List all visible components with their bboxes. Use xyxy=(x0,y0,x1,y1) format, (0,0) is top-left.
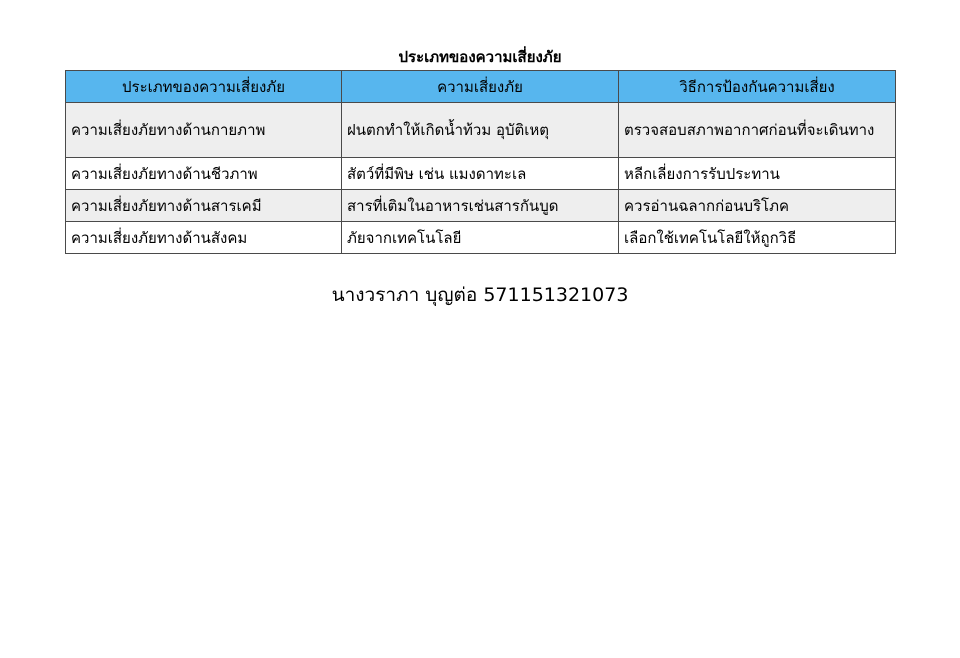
table-row xyxy=(66,222,896,254)
header-hazard-type: ประเภทของความเสี่ยงภัย xyxy=(66,71,342,103)
cell-prevention-method: เลือกใช้เทคโนโลยีให้ถูกวิธี xyxy=(619,222,896,254)
hazard-table xyxy=(65,70,896,254)
cell-hazard-type: ความเสี่ยงภัยทางด้านสังคม xyxy=(66,222,342,254)
header-hazard: ความเสี่ยงภัย xyxy=(342,71,619,103)
document-title: ประเภทของความเสี่ยงภัย xyxy=(398,48,562,66)
table-row xyxy=(66,190,896,222)
table-header-row xyxy=(66,71,896,103)
header-prevention-method: วิธีการป้องกันความเสี่ยง xyxy=(619,71,896,103)
cell-prevention-method: หลีกเลี่ยงการรับประทาน xyxy=(619,158,896,190)
cell-prevention-method: ควรอ่านฉลากก่อนบริโภค xyxy=(619,190,896,222)
cell-prevention-method: ตรวจสอบสภาพอากาศก่อนที่จะเดินทาง xyxy=(619,103,896,158)
cell-hazard: สารที่เติมในอาหารเช่นสารกันบูด xyxy=(342,190,619,222)
cell-hazard: สัตว์ที่มีพิษ เช่น แมงดาทะเล xyxy=(342,158,619,190)
table-row xyxy=(66,103,896,158)
author-name-and-id: นางวราภา บุญต่อ 571151321073 xyxy=(331,284,629,306)
cell-hazard: ฝนตกทำให้เกิดน้ำท้วม อุบัติเหตุ xyxy=(342,103,619,158)
cell-hazard-type: ความเสี่ยงภัยทางด้านชีวภาพ xyxy=(66,158,342,190)
cell-hazard-type: ความเสี่ยงภัยทางด้านสารเคมี xyxy=(66,190,342,222)
table-row xyxy=(66,158,896,190)
cell-hazard: ภัยจากเทคโนโลยี xyxy=(342,222,619,254)
cell-hazard-type: ความเสี่ยงภัยทางด้านกายภาพ xyxy=(66,103,342,158)
